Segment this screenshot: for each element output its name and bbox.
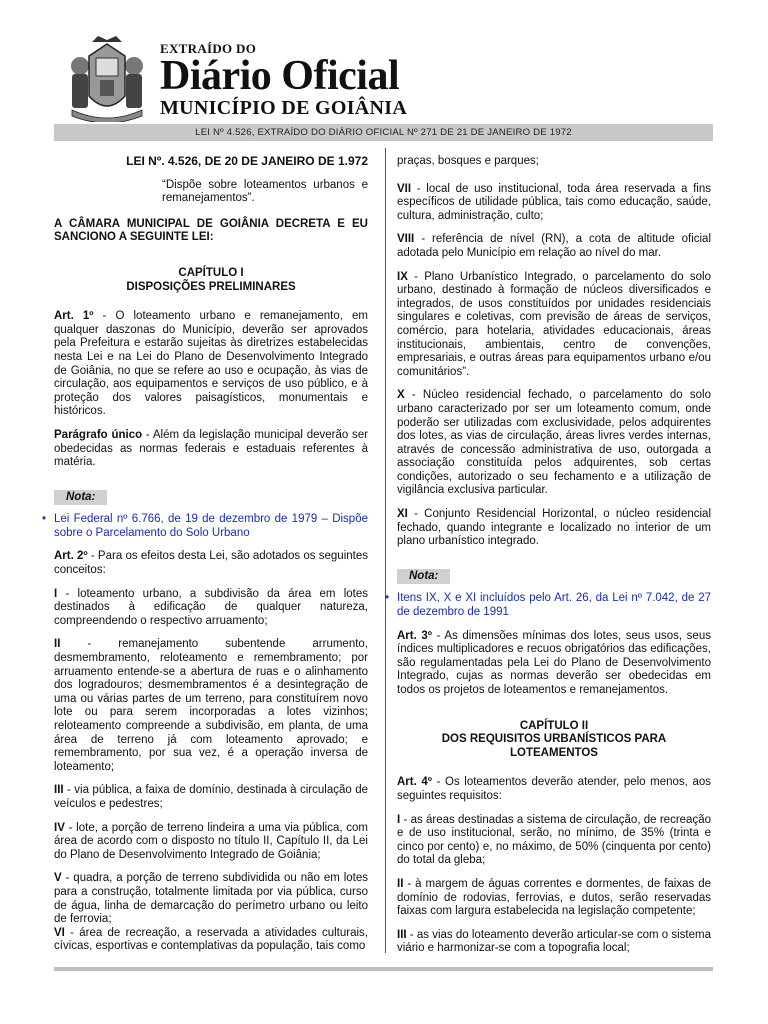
ementa: “Dispõe sobre loteamentos urbanos e remanejamentos”. <box>162 178 368 205</box>
extraido-label: EXTRAÍDO DO <box>160 41 257 56</box>
paragraph-label: Parágrafo único <box>54 428 143 441</box>
item-i <box>54 588 368 629</box>
item-text: - as áreas destinadas a sistema de circulação, de recreação e de uso institucional, serão, no mínimo, de 35% (trinta e cinco por cento) e, no máximo, de 50% (cinquenta por cento) do total da gleba; <box>397 813 711 867</box>
item-label: IV <box>54 821 65 834</box>
item-label: V <box>54 872 62 885</box>
article-4 <box>397 776 711 803</box>
item-ii <box>54 638 368 774</box>
paragrafo-unico <box>54 429 368 470</box>
left-column <box>54 155 368 964</box>
article-label: Art. 3º <box>397 629 432 642</box>
requirement-i <box>397 814 711 868</box>
item-label: VI <box>54 926 65 939</box>
masthead-text <box>160 42 407 119</box>
coat-of-arms-icon <box>62 36 152 122</box>
item-v <box>54 872 368 926</box>
item-label: VIII <box>397 233 415 246</box>
note-box <box>54 480 368 514</box>
item-iv <box>54 822 368 863</box>
item-text: - lote, a porção de terreno lindeira a uma via pública, com área de acordo com o disposto no título II, Capítulo II, da Lei do Plano de Desenvolvimento Integrado de Goiânia; <box>54 821 368 861</box>
item-text: - local de uso institucional, toda área reservada a fins específicos de utilidade pública, tais como educação, saúde, cultura, administração, culto; <box>397 182 711 222</box>
item-label: X <box>397 389 405 402</box>
article-text: - O loteamento urbano e remanejamento, em qualquer daszonas do Município, deverão ser aprovados pela Prefeitura e estarão sujeitas às diretrizes estabelecidas nesta Lei e na Lei do Plano de Desenvolvimento Integrado de Goiânia, no que se refere ao uso e ocupação, às vias de circulação, aos equipamentos e serviços de uso público, e à proteção dos valores paisagísticos, monumentais e históricos. <box>54 310 368 418</box>
masthead <box>62 36 722 122</box>
chapter-title: DISPOSIÇÕES PRELIMINARES <box>126 280 296 293</box>
item-text: - Núcleo residencial fechado, o parcelamento do solo urbano caracterizado por ser um loteamento comum, onde poderão ser utilizadas com exclusividade, pelos adquirentes dos lotes, as vias de circulação, áreas livres verdes internas, através de concessão administrativa de uso, outorgada a associação constituída pelos adquirentes, sob certas condições, autorizado o seu fechamento e a utilização de vigilância exclusiva particular. <box>397 389 711 497</box>
chapter-number: CAPÍTULO II <box>519 719 589 732</box>
item-label: II <box>397 877 404 890</box>
item-text: - as vias do loteamento deverão articular-se com o sistema viário e harmonizar-se com a topografia local; <box>397 928 711 955</box>
requirement-ii <box>397 878 711 919</box>
column-divider <box>385 148 386 953</box>
chapter-heading <box>397 720 711 761</box>
article-text: - Para os efeitos desta Lei, são adotados os seguintes conceitos: <box>54 550 368 577</box>
article-text: - Os loteamentos deverão atender, pelo menos, aos seguintes requisitos: <box>397 776 711 802</box>
article-label: Art. 2º <box>54 550 88 563</box>
chapter-number: CAPÍTULO I <box>178 266 244 279</box>
item-text: - referência de nível (RN), a cota de altitude oficial adotada pelo Município em relação ao nível do mar. <box>397 233 711 259</box>
municipality-name: MUNICÍPIO DE GOIÂNIA <box>160 97 408 119</box>
item-label: III <box>54 784 64 797</box>
item-label: I <box>54 587 58 600</box>
law-reference-bar: LEI Nº 4.526, EXTRAÍDO DO DIÁRIO OFICIAL Nº 271 DE 21 DE JANEIRO DE 1972 <box>54 124 713 141</box>
requirement-iii <box>397 929 711 956</box>
item-text: - quadra, a porção de terreno subdividida ou não em lotes para a construção, totalmente limitada por via pública, curso de água, linha de demarcação do perímetro urbano ou leito de ferrovia; <box>54 872 368 926</box>
chapter-heading <box>54 267 368 294</box>
item-label: III <box>397 928 407 941</box>
enacting-clause: A CÂMARA MUNICIPAL DE GOIÂNIA DECRETA E EU SANCIONO A SEGUINTE LEI: <box>54 217 368 244</box>
item-vi <box>54 927 368 954</box>
publication-title: Diário Oficial <box>160 53 400 99</box>
article-label: Art. 1º <box>54 310 94 323</box>
item-x <box>397 389 711 498</box>
note-label: Nota: <box>54 490 107 506</box>
article-label: Art. 4º <box>397 776 432 789</box>
item-text: - área de recreação, a reservada a atividades culturais, cívicas, esportivas e contemplativas da população, tais como <box>54 926 368 953</box>
note-link[interactable]: • Lei Federal nº 6.766, de 19 de dezembro de 1979 – Dispõe sobre o Parcelamento do Solo Urbano <box>54 513 368 540</box>
item-text: - remanejamento subentende arrumento, desmembramento, reloteamento e remembramento; por arruamento entende-se a abertura de ruas e o alinhamento dos logradouros; desmembramentos é a desintegração de uma ou várias partes de um terreno, para constituírem novo lote ou para serem incorporadas a lotes vizinhos; reloteamento compreende a subdivisão, em planta, de uma área de terreno já com loteamento aprovado; e remembramento, por sua vez, é a operação inversa de loteamento; <box>54 638 368 773</box>
item-iii <box>54 784 368 811</box>
article-3 <box>397 630 711 698</box>
item-label: VII <box>397 182 412 195</box>
item-text: - à margem de águas correntes e dormentes, de faixas de domínio de rodovias, ferrovias, e dutos, serão reservadas faixas com largura estabelecida na legislação competente; <box>397 877 711 918</box>
footer-rule <box>54 967 713 971</box>
item-xi <box>397 508 711 549</box>
item-label: II <box>54 638 61 651</box>
chapter-title: DOS REQUISITOS URBANÍSTICOS PARA LOTEAMENTOS <box>441 733 667 759</box>
item-vii <box>397 183 711 224</box>
item-text: - Plano Urbanístico Integrado, o parcelamento do solo urbano, destinado à formação de núcleos diversificados e integrados, de usos constituídos por unidades residenciais singulares e coletivas, com previsão de áreas de serviços, comércio, para hotelaria, atividades educacionais, áreas institucionais, ambientais, centro de convenções, empresariais, e outras áreas para equipamentos urbano e/ou comunitários”. <box>397 270 711 378</box>
item-text: - Conjunto Residencial Horizontal, o núcleo residencial fechado, quando integrante e localizado no interior de um plano urbanístico integrado. <box>397 508 711 548</box>
item-vi-continued: praças, bosques e parques; <box>397 155 539 167</box>
law-title: LEI Nº. 4.526, DE 20 DE JANEIRO DE 1.972 <box>126 154 368 168</box>
item-text: - loteamento urbano, a subdivisão da área em lotes destinados à edificação de qualquer natureza, compreendendo o respectivo arruamento; <box>54 587 368 627</box>
note-label: Nota: <box>397 569 450 585</box>
item-label: XI <box>397 508 408 521</box>
paragraph-text: - Além da legislação municipal deverão ser obedecidas as normas federais e estaduais referentes à matéria. <box>54 428 368 469</box>
right-column <box>397 155 711 966</box>
article-2 <box>54 550 368 577</box>
item-label: IX <box>397 270 408 283</box>
article-1 <box>54 310 368 419</box>
note-box <box>397 559 711 593</box>
article-text: - As dimensões mínimas dos lotes, seus usos, seus índices multiplicadores e recuos obrigatórios das edificações, são regulamentadas pela Lei do Plano de Desenvolvimento Integrado, cujas as normas deverão ser obedecidas em todos os projetos de loteamentos e remanejamentos. <box>397 629 711 696</box>
note-link[interactable]: • Itens IX, X e XI incluídos pelo Art. 26, da Lei nº 7.042, de 27 de dezembro de 1991 <box>397 592 711 619</box>
item-label: I <box>397 813 401 826</box>
item-text: - via pública, a faixa de domínio, destinada à circulação de veículos e pedestres; <box>54 784 368 810</box>
item-viii <box>397 233 711 260</box>
item-ix <box>397 271 711 380</box>
